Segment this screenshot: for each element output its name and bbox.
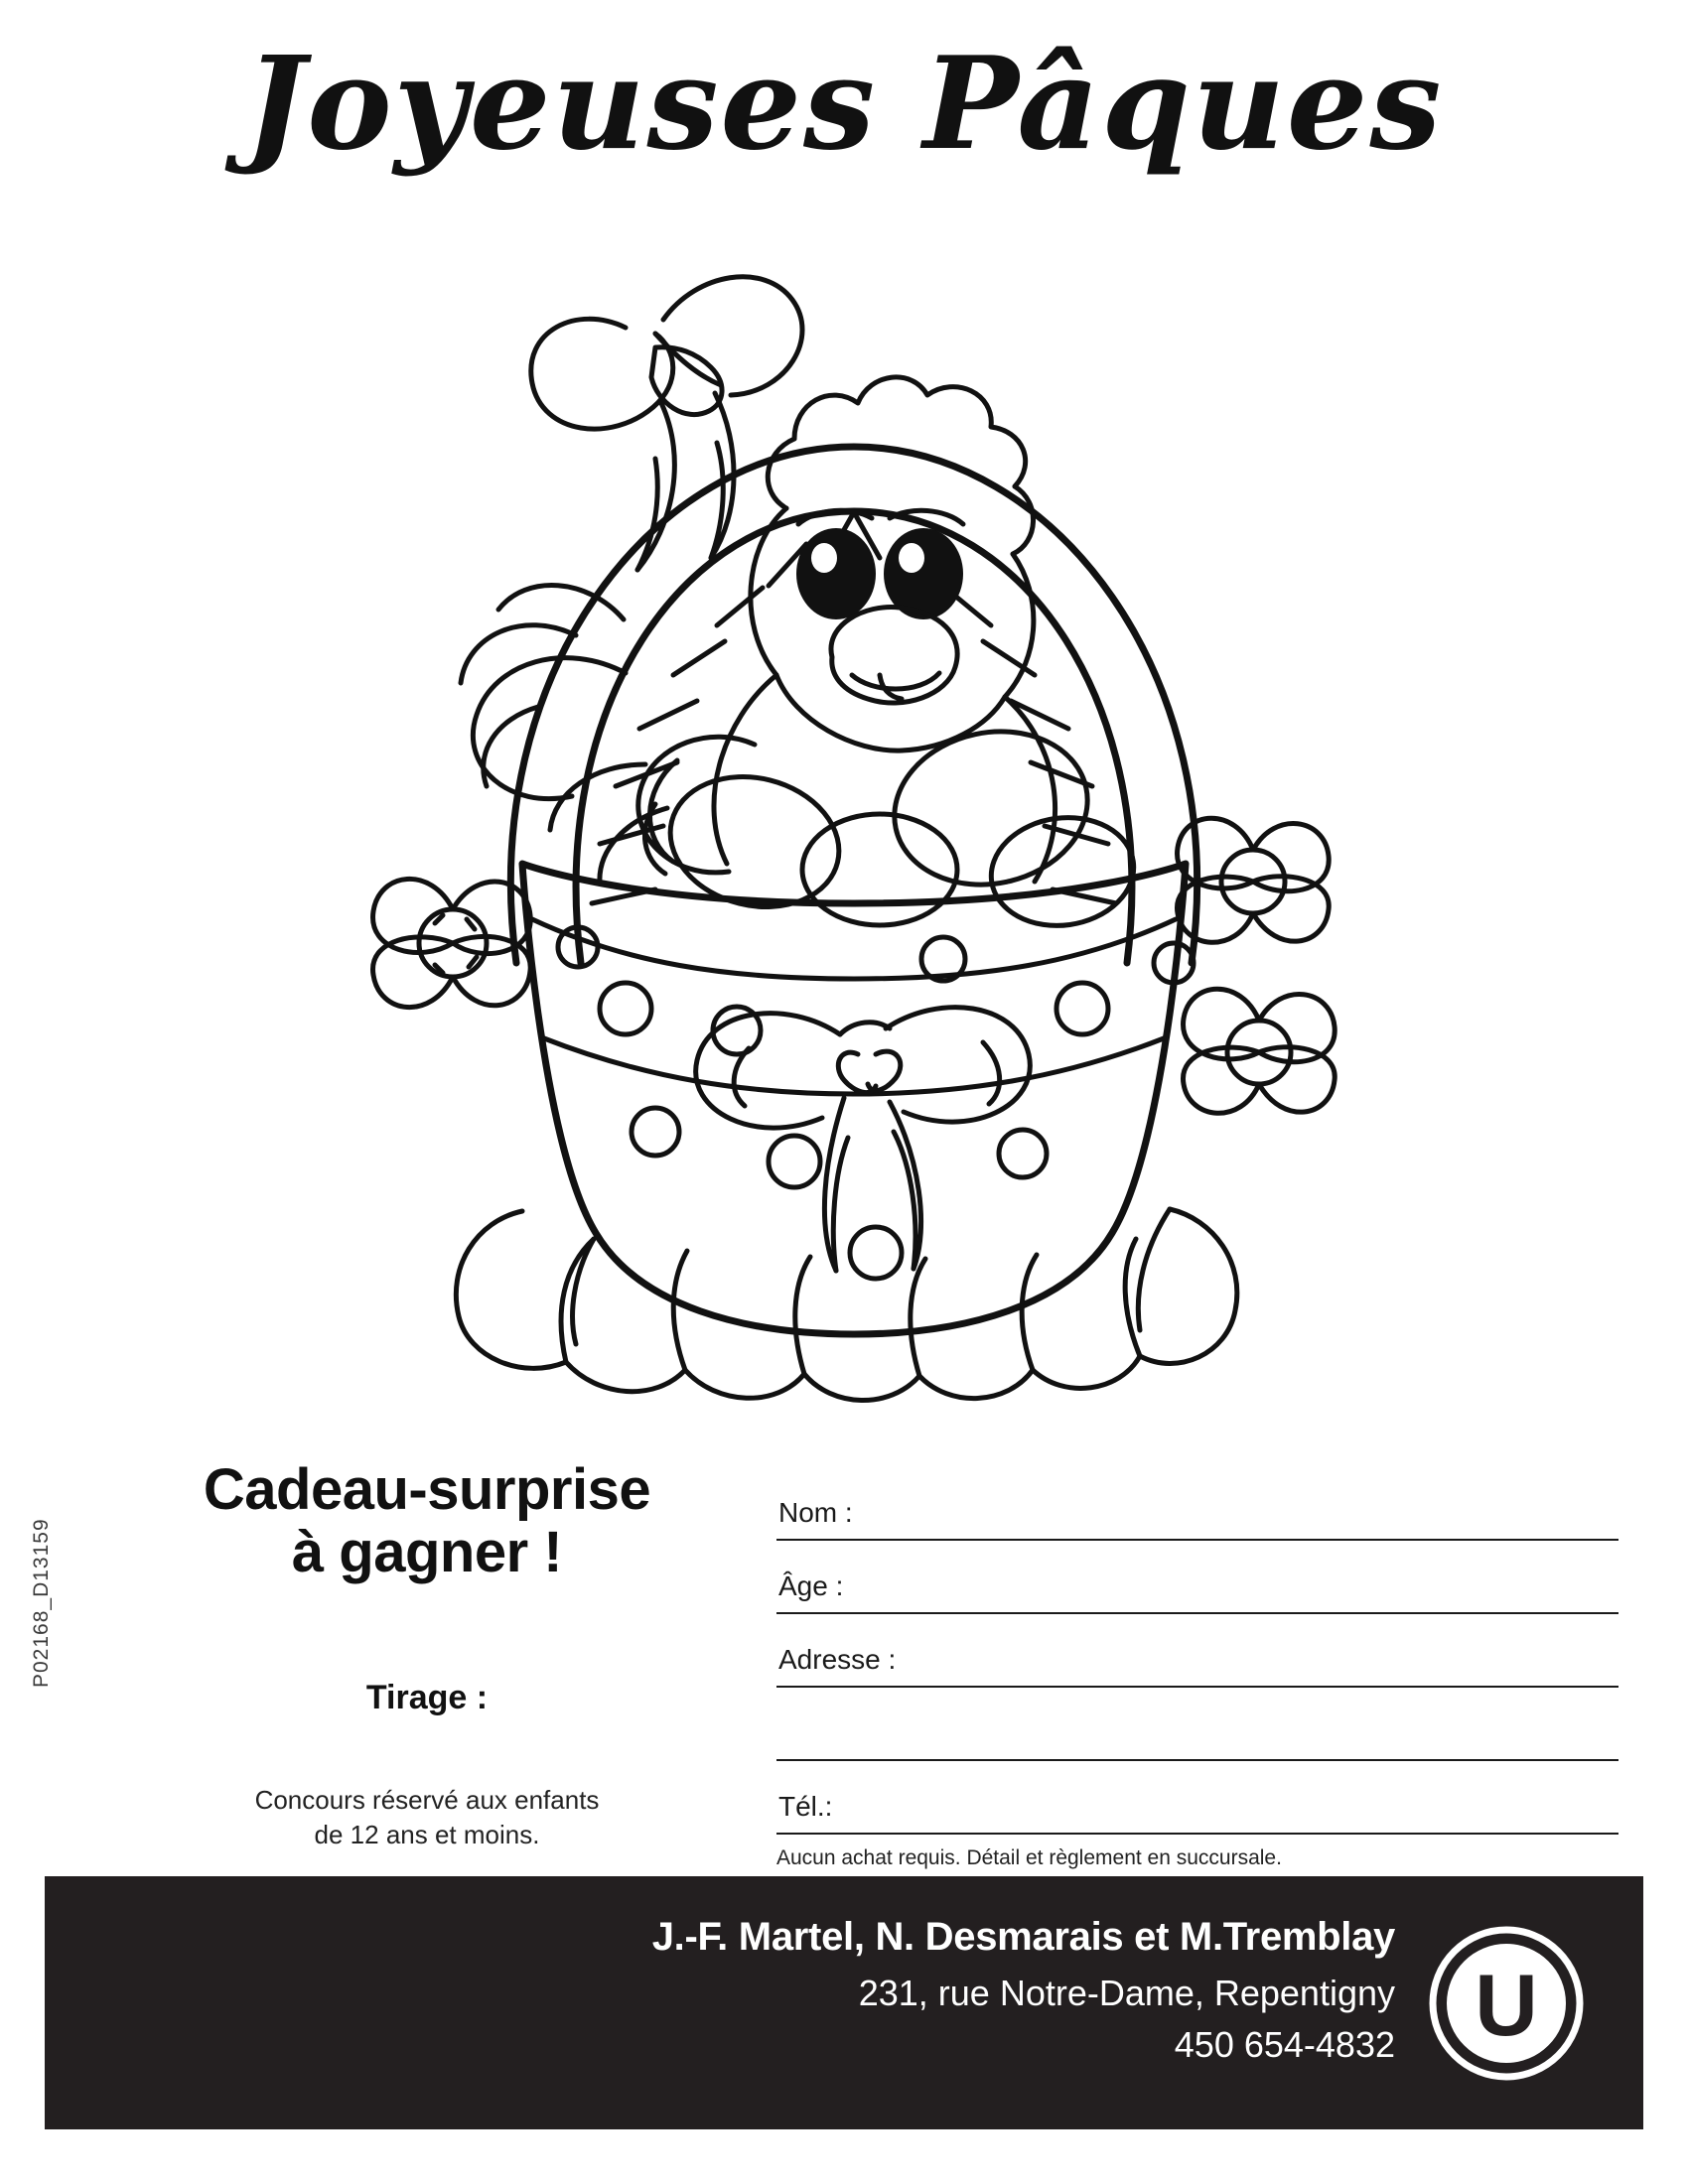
name-field[interactable] — [925, 1495, 1618, 1529]
phone-field-row[interactable] — [776, 1761, 1618, 1835]
age-field-label: Âge : — [778, 1570, 844, 1601]
contest-rules-line1: Concours réservé aux enfants — [254, 1785, 600, 1816]
address-field[interactable] — [925, 1642, 1618, 1676]
contest-rules-line2: de 12 ans et moins. — [314, 1820, 540, 1850]
address-field-line2[interactable] — [925, 1715, 1618, 1749]
footer-address: 231, rue Notre-Dame, Repentigny — [858, 1973, 1395, 2014]
reference-code: P02168_D13159 — [30, 1518, 53, 1688]
footer-phone: 450 654-4832 — [1174, 2024, 1395, 2066]
address-field-row-2[interactable] — [776, 1688, 1618, 1761]
prize-heading-line2: à gagner ! — [291, 1519, 563, 1584]
phone-field-label: Tél.: — [778, 1791, 833, 1822]
prize-heading-line1: Cadeau-surprise — [203, 1457, 651, 1522]
metro-u-logo-icon — [1427, 1924, 1586, 2083]
address-field-label: Adresse : — [778, 1644, 897, 1675]
age-field-row[interactable] — [776, 1541, 1618, 1614]
footer-contact — [652, 1912, 1395, 2068]
name-field-row[interactable] — [776, 1467, 1618, 1541]
footer-owners: J.-F. Martel, N. Desmarais et M.Tremblay — [651, 1915, 1395, 1959]
phone-field[interactable] — [925, 1789, 1618, 1823]
entry-form — [776, 1467, 1618, 1870]
age-field[interactable] — [925, 1569, 1618, 1602]
form-disclaimer: Aucun achat requis. Détail et règlement en succursale. — [776, 1846, 1282, 1869]
svg-text:U: U — [1475, 1956, 1538, 2054]
draw-label: Tirage : — [365, 1679, 489, 1717]
prize-block — [109, 1459, 745, 1852]
page-title: Joyeuses Pâques — [244, 30, 1444, 179]
footer-banner — [45, 1876, 1643, 2129]
easter-basket-illustration — [328, 208, 1380, 1430]
contest-rules — [109, 1783, 745, 1852]
address-field-row[interactable] — [776, 1614, 1618, 1688]
name-field-label: Nom : — [778, 1497, 853, 1528]
prize-heading — [109, 1459, 745, 1583]
